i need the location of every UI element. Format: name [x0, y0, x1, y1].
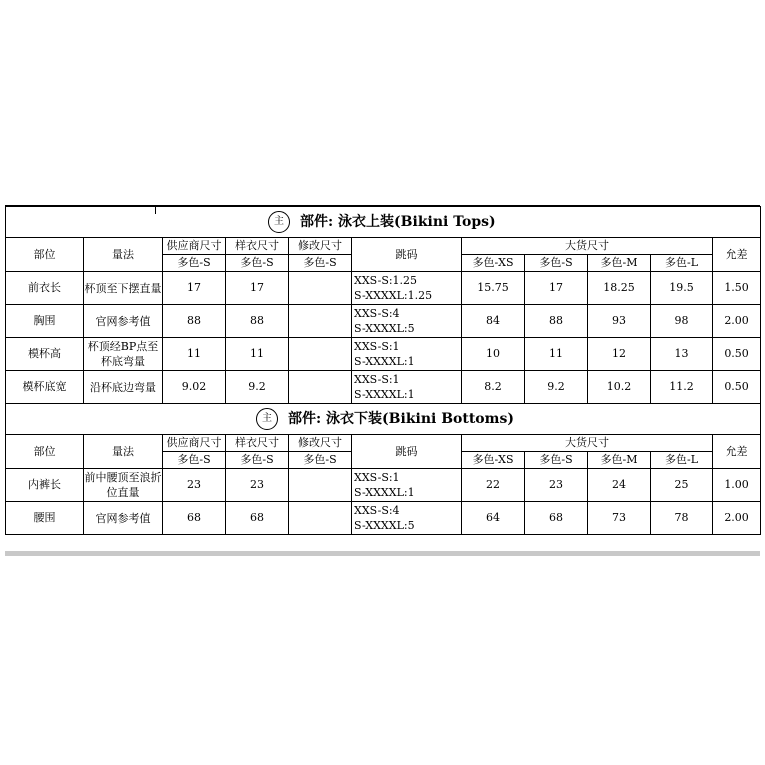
cell-bulk-l: 78	[651, 502, 713, 535]
subheader-bulk-l: 多色-L	[651, 255, 713, 272]
code-line-1: XXS-S:1	[354, 373, 400, 386]
header-sample: 样衣尺寸	[226, 435, 289, 452]
cell-bulk-l: 25	[651, 469, 713, 502]
cell-method: 官网参考值	[84, 305, 163, 338]
header-row	[6, 238, 761, 255]
cell-sample: 88	[226, 305, 289, 338]
subheader-bulk-s: 多色-S	[525, 255, 588, 272]
cell-bulk-s: 68	[525, 502, 588, 535]
cell-bulk-xs: 8.2	[462, 371, 525, 404]
border-tick	[5, 206, 6, 214]
table-row	[6, 272, 761, 305]
subheader-bulk-xs: 多色-XS	[462, 255, 525, 272]
cell-bulk-m: 24	[588, 469, 651, 502]
table-row	[6, 305, 761, 338]
subheader-bulk-l: 多色-L	[651, 452, 713, 469]
cell-bulk-m: 93	[588, 305, 651, 338]
cell-bulk-m: 18.25	[588, 272, 651, 305]
cell-bulk-s: 11	[525, 338, 588, 371]
subheader-bulk-m: 多色-M	[588, 255, 651, 272]
bottom-shade-bar	[5, 551, 760, 556]
header-code: 跳码	[352, 435, 462, 469]
main-badge-icon: 主	[256, 408, 278, 430]
cell-code	[352, 502, 462, 535]
cell-bulk-m: 12	[588, 338, 651, 371]
cell-method: 杯顶经BP点至杯底弯量	[84, 338, 163, 371]
cell-bulk-l: 13	[651, 338, 713, 371]
code-line-2: S-XXXXL:1	[354, 388, 415, 401]
header-sample: 样衣尺寸	[226, 238, 289, 255]
tops-banner	[6, 207, 761, 238]
cell-bulk-s: 17	[525, 272, 588, 305]
cell-bulk-s: 23	[525, 469, 588, 502]
cell-revised	[289, 338, 352, 371]
code-line-1: XXS-S:1	[354, 340, 400, 353]
subheader-revised: 多色-S	[289, 452, 352, 469]
cell-method: 杯顶至下摆直量	[84, 272, 163, 305]
header-supplier: 供应商尺寸	[163, 435, 226, 452]
bottoms-banner	[6, 404, 761, 435]
cell-tolerance: 2.00	[713, 305, 761, 338]
header-tolerance: 允差	[713, 435, 761, 469]
header-method: 量法	[84, 238, 163, 272]
cell-sample: 68	[226, 502, 289, 535]
cell-part: 前衣长	[6, 272, 84, 305]
table-row	[6, 371, 761, 404]
subheader-sample: 多色-S	[226, 255, 289, 272]
cell-tolerance: 0.50	[713, 338, 761, 371]
code-line-2: S-XXXXL:1	[354, 355, 415, 368]
header-row	[6, 435, 761, 452]
header-code: 跳码	[352, 238, 462, 272]
cell-part: 内裤长	[6, 469, 84, 502]
table-row	[6, 502, 761, 535]
subheader-supplier: 多色-S	[163, 255, 226, 272]
cell-revised	[289, 305, 352, 338]
cell-code	[352, 272, 462, 305]
spec-sheet	[5, 205, 760, 535]
cell-method: 官网参考值	[84, 502, 163, 535]
cell-bulk-xs: 64	[462, 502, 525, 535]
header-bulk: 大货尺寸	[462, 238, 713, 255]
cell-sample: 11	[226, 338, 289, 371]
cell-bulk-l: 19.5	[651, 272, 713, 305]
cell-method: 沿杯底边弯量	[84, 371, 163, 404]
subheader-revised: 多色-S	[289, 255, 352, 272]
subheader-bulk-m: 多色-M	[588, 452, 651, 469]
code-line-2: S-XXXXL:1	[354, 486, 415, 499]
cell-revised	[289, 371, 352, 404]
subheader-sample: 多色-S	[226, 452, 289, 469]
header-part: 部位	[6, 238, 84, 272]
cell-tolerance: 1.00	[713, 469, 761, 502]
cell-code	[352, 338, 462, 371]
top-border	[5, 205, 760, 206]
cell-supplier: 68	[163, 502, 226, 535]
cell-sample: 17	[226, 272, 289, 305]
cell-revised	[289, 272, 352, 305]
cell-revised	[289, 502, 352, 535]
header-bulk: 大货尺寸	[462, 435, 713, 452]
cell-bulk-xs: 15.75	[462, 272, 525, 305]
subheader-bulk-s: 多色-S	[525, 452, 588, 469]
cell-supplier: 9.02	[163, 371, 226, 404]
cell-part: 胸围	[6, 305, 84, 338]
cell-bulk-m: 10.2	[588, 371, 651, 404]
cell-bulk-m: 73	[588, 502, 651, 535]
cell-code	[352, 305, 462, 338]
cell-bulk-xs: 22	[462, 469, 525, 502]
cell-bulk-xs: 10	[462, 338, 525, 371]
code-line-2: S-XXXXL:1.25	[354, 289, 433, 302]
cell-bulk-l: 98	[651, 305, 713, 338]
section-title: 部件: 泳衣下装(Bikini Bottoms)	[288, 411, 514, 427]
cell-bulk-l: 11.2	[651, 371, 713, 404]
code-line-2: S-XXXXL:5	[354, 519, 415, 532]
code-line-2: S-XXXXL:5	[354, 322, 415, 335]
subheader-supplier: 多色-S	[163, 452, 226, 469]
main-badge-icon: 主	[268, 211, 290, 233]
border-tick	[155, 206, 156, 214]
cell-code	[352, 469, 462, 502]
table-row	[6, 469, 761, 502]
subheader-bulk-xs: 多色-XS	[462, 452, 525, 469]
header-revised: 修改尺寸	[289, 435, 352, 452]
cell-bulk-xs: 84	[462, 305, 525, 338]
cell-bulk-s: 88	[525, 305, 588, 338]
cell-sample: 23	[226, 469, 289, 502]
cell-code	[352, 371, 462, 404]
cell-supplier: 11	[163, 338, 226, 371]
header-method: 量法	[84, 435, 163, 469]
cell-part: 腰围	[6, 502, 84, 535]
code-line-1: XXS-S:4	[354, 307, 400, 320]
cell-part: 模杯高	[6, 338, 84, 371]
cell-revised	[289, 469, 352, 502]
header-part: 部位	[6, 435, 84, 469]
cell-part: 模杯底宽	[6, 371, 84, 404]
header-supplier: 供应商尺寸	[163, 238, 226, 255]
cell-tolerance: 0.50	[713, 371, 761, 404]
cell-supplier: 17	[163, 272, 226, 305]
cell-supplier: 88	[163, 305, 226, 338]
cell-tolerance: 1.50	[713, 272, 761, 305]
code-line-1: XXS-S:1.25	[354, 274, 418, 287]
cell-supplier: 23	[163, 469, 226, 502]
code-line-1: XXS-S:1	[354, 471, 400, 484]
header-revised: 修改尺寸	[289, 238, 352, 255]
code-line-1: XXS-S:4	[354, 504, 400, 517]
cell-tolerance: 2.00	[713, 502, 761, 535]
section-title: 部件: 泳衣上装(Bikini Tops)	[300, 214, 496, 230]
cell-bulk-s: 9.2	[525, 371, 588, 404]
header-tolerance: 允差	[713, 238, 761, 272]
table-row	[6, 338, 761, 371]
cell-method: 前中腰顶至浪折位直量	[84, 469, 163, 502]
spec-table	[5, 206, 761, 535]
cell-sample: 9.2	[226, 371, 289, 404]
